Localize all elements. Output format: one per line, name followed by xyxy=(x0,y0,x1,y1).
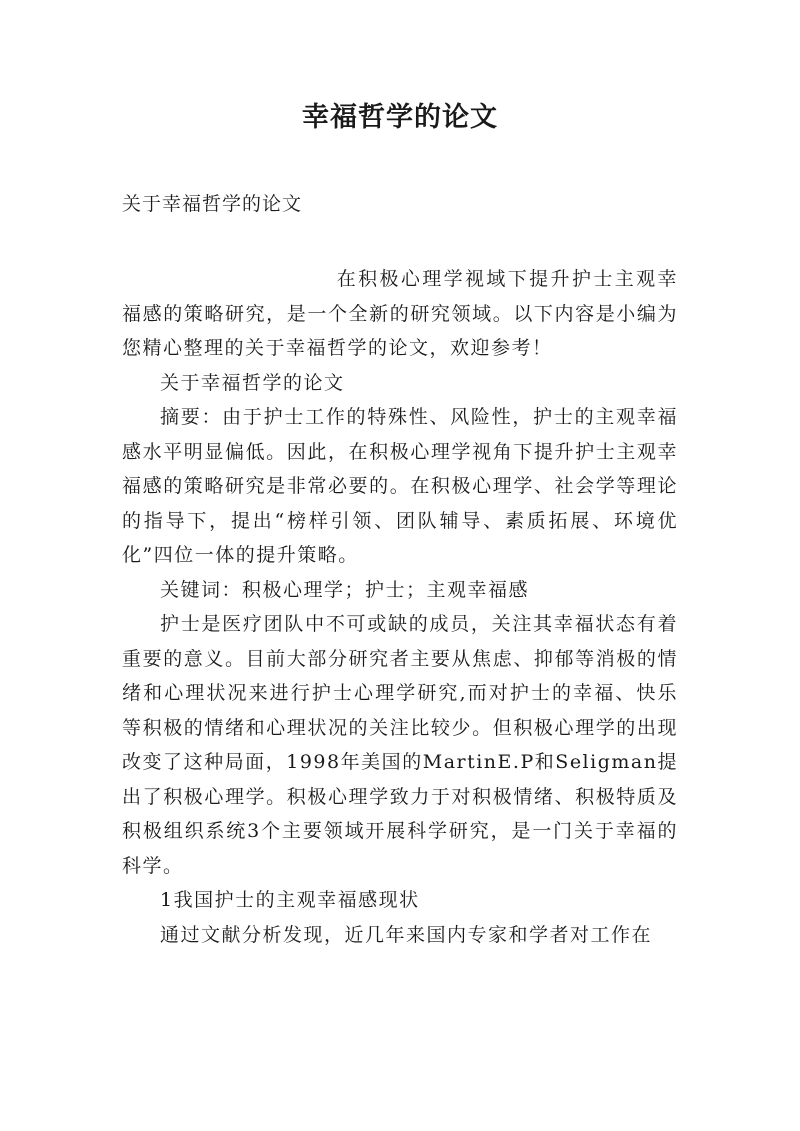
document-title: 幸福哲学的论文 xyxy=(302,102,498,133)
intro-paragraph: 在积极心理学视域下提升护士主观幸福感的策略研究，是一个全新的研究领域。以下内容是小编为您精心整理的关于幸福哲学的论文，欢迎参考！ xyxy=(122,268,678,359)
document-subtitle: 关于幸福哲学的论文 xyxy=(122,193,303,215)
body-paragraph: 护士是医疗团队中不可或缺的成员，关注其幸福状态有着重要的意义。目前大部分研究者主要从焦虑、抑郁等消极的情绪和心理状况来进行护士心理学研究,而对护士的幸福、快乐等积极的情绪和心理状况的关注比较少。但积极心理学的出现改变了这种局面，1998年美国的MartinE.P和Seligman提出了积极心理学。积极心理学致力于对积极情绪、积极特质及积极组织系统3个主要领域开展科学研究，是一门关于幸福的科学。 xyxy=(122,613,678,877)
document-body xyxy=(122,262,678,952)
section-heading-1: 1我国护士的主观幸福感现状 xyxy=(160,889,420,911)
keywords-paragraph: 关键词：积极心理学；护士；主观幸福感 xyxy=(160,578,530,601)
abstract-paragraph: 摘要：由于护士工作的特殊性、风险性，护士的主观幸福感水平明显偏低。因此，在积极心理学视角下提升护士主观幸福感的策略研究是非常必要的。在积极心理学、社会学等理论的指导下，提出“榜样引领、团队辅导、素质拓展、环境优化”四位一体的提升策略。 xyxy=(122,406,678,566)
body-paragraph-continued: 通过文献分析发现，近几年来国内专家和学者对工作在 xyxy=(160,923,653,946)
section-heading: 关于幸福哲学的论文 xyxy=(160,371,345,394)
